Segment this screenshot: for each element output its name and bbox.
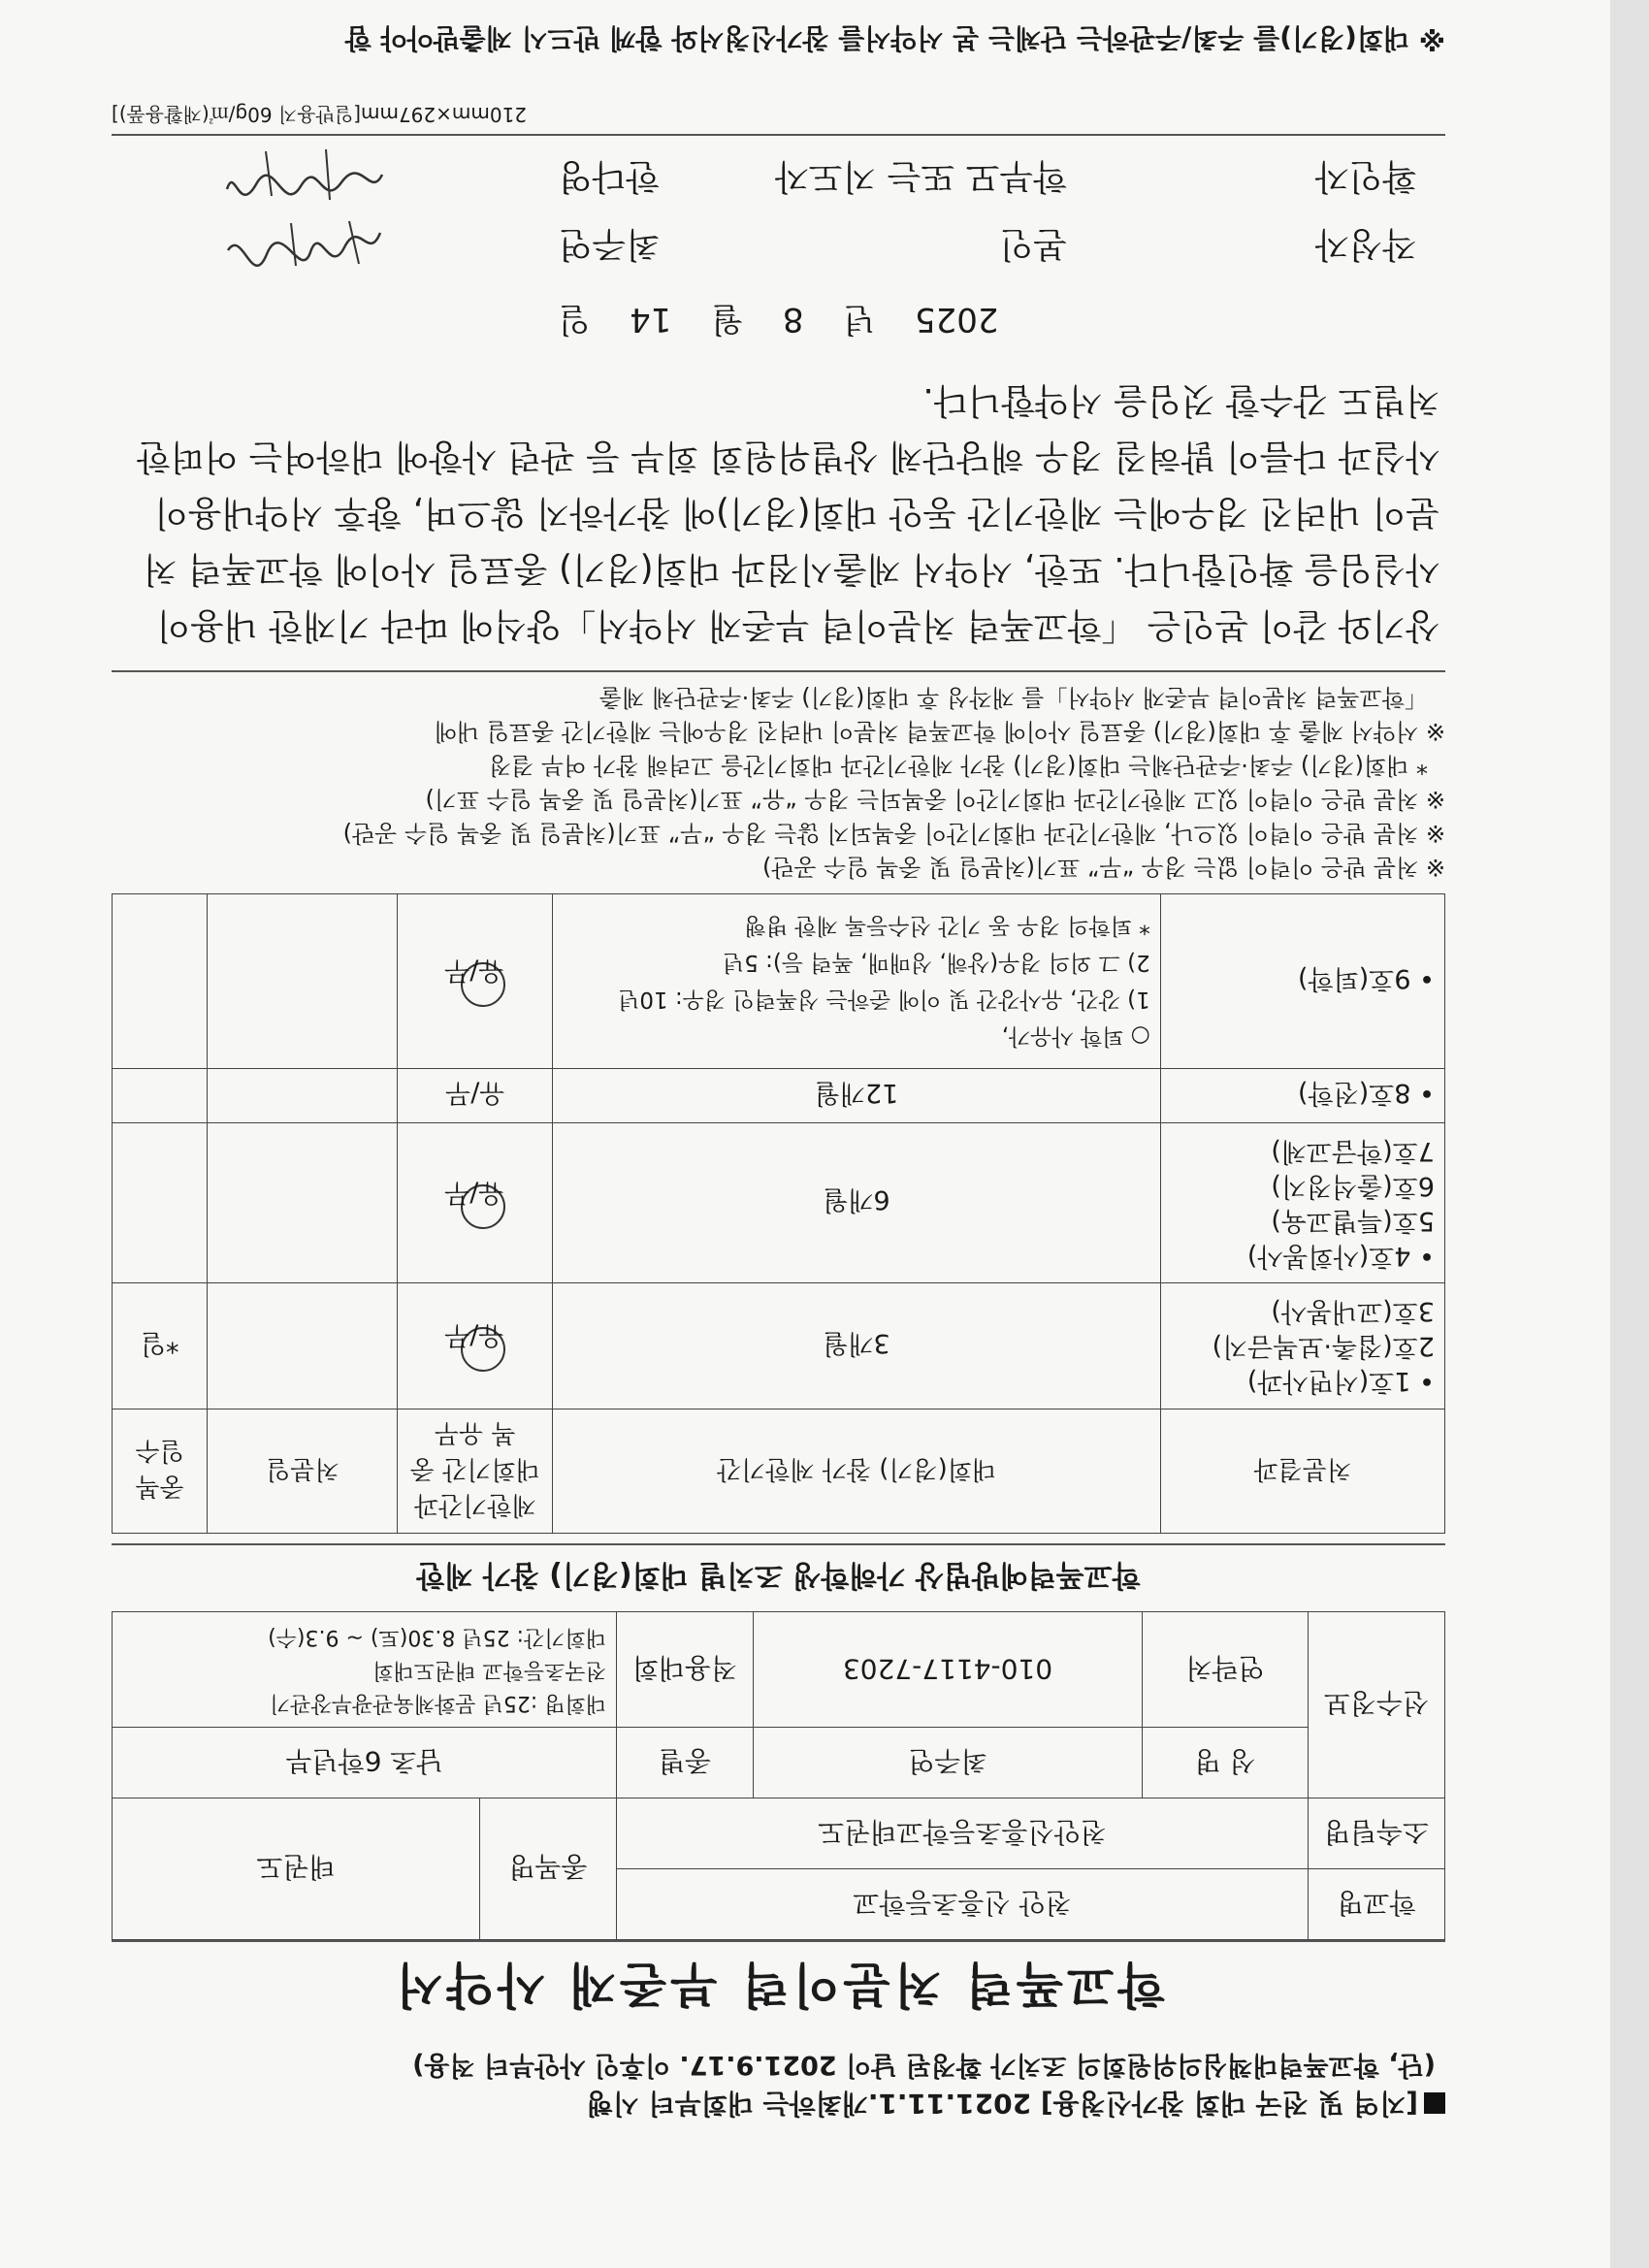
athlete-info-label: 선수정보 — [1309, 1612, 1445, 1798]
school-label: 학교명 — [1309, 1869, 1445, 1940]
pledge-text: 상기와 같이 본인은 「학교폭력 처분이력 부존재 서약서」양식에 따라 기재한 내용이 사실임을 확인합니다. 또한, 서약서 제출시점과 대회(경기) 종료일 사이에 학교폭력 처분이 내려진 경우에는 제한기간 동안 대회(경기)에 참가하지 않으며, 향후 서약내용이 사실과 다름이 밝혀질 경우 해당단체 상벌위원회 회부 등 관련 사항에 대하여는 어떠한 처벌도 감수할 것임을 서약합니다. — [136, 380, 1439, 645]
header-days: 중복 일수 — [113, 1409, 208, 1534]
handwritten-signature-icon — [223, 213, 388, 272]
square-bullet-icon — [1424, 2092, 1445, 2114]
team-value: 천안신흥초등학교태권도 — [617, 1798, 1309, 1869]
competition-name-2: 전국초등학교 태권도대회 — [372, 1658, 606, 1682]
notice-line-1 — [112, 2084, 1445, 2122]
period-1-3: 3개월 — [553, 1283, 1161, 1409]
note-1: ※ 처분 받은 이력이 없는 경우 “무” 표기(처분일 및 중복 일수 공란) — [761, 854, 1445, 881]
overlap-4-7-text: 유/무 — [444, 1178, 504, 1208]
competition-period: 대회기간: 25년 8.30(토) ~ 9.3(수) — [268, 1625, 606, 1649]
date-1-3 — [208, 1283, 398, 1409]
class-value: 남초 6학년부 — [113, 1728, 617, 1798]
signer-relation: 학부모 또는 지도자 — [774, 156, 1067, 196]
document-content — [112, 20, 1445, 2122]
signer-row-confirmer — [112, 142, 1445, 210]
name-value: 최주연 — [754, 1728, 1143, 1798]
note-4: * 대회(경기) 주최·주관단체는 대회(경기) 참가 제한기간과 대회기간을 고려해 참가 여부 결정 — [489, 752, 1428, 779]
overlap-8: 유/무 — [398, 1069, 553, 1123]
competition-name: 대회명 :25년 문화체육관광부장관기 — [270, 1691, 606, 1715]
event-label: 종목명 — [480, 1798, 617, 1940]
note-3: ※ 처분 받은 이력이 있고 제한기간과 대회기간이 중복되는 경우 “유” 표기(처분일 및 중복 일수 표기) — [425, 786, 1445, 813]
team-label: 소속팀명 — [1309, 1798, 1445, 1869]
note-2: ※ 처분 받은 이력이 있으나, 제한기간과 대회기간이 중복되지 않는 경우 “무” 표기(처분일 및 중복 일수 공란) — [342, 820, 1445, 847]
overlap-4-7 — [398, 1123, 553, 1283]
paper-spec: 210mm×297mm[일반용지 60g/㎡(재활용품)] — [112, 103, 528, 126]
page-title: 학교폭력 처분이력 부존재 사약서 — [392, 1957, 1165, 2013]
measure-9: • 9호(퇴학) — [1160, 894, 1444, 1069]
signature-author — [223, 210, 388, 277]
header-date: 처분일 — [208, 1409, 398, 1534]
competition-label: 적용대회 — [617, 1612, 754, 1728]
header-overlap: 제한기간과 대회기간 중복 유무 — [398, 1409, 553, 1534]
limits-table — [112, 893, 1445, 1534]
note-5: ※ 서약서 제출 후 대회(경기) 종료일 사이에 학교폭력 처분이 내려진 경우에는 제한기간 종료일 내에 — [434, 718, 1445, 745]
notice-line-2: (단, 학교폭력대책심의위원회의 조치가 확정된 날이 2021.9.17. 이후인 사안부터 적용) — [412, 2050, 1436, 2080]
date-9 — [208, 894, 398, 1069]
notes-divider — [112, 670, 1445, 672]
contact-label: 연락처 — [1143, 1612, 1309, 1728]
footer-note: ※ 대회(경기)를 주최/주관하는 단체는 본 서약서를 참가신청서와 함께 반드시 제출받아야 함 — [344, 22, 1445, 54]
date-year-unit: 년 — [843, 300, 876, 339]
days-4-7 — [113, 1123, 208, 1283]
date-4-7 — [208, 1123, 398, 1283]
date-month-unit: 월 — [711, 300, 744, 339]
event-value: 태권도 — [113, 1798, 480, 1940]
period-4-7: 6개월 — [553, 1123, 1161, 1283]
measure-8: • 8호(전학) — [1160, 1069, 1444, 1123]
overlap-9-text: 유/무 — [444, 956, 504, 987]
date-year: 2025 — [915, 300, 999, 339]
sign-divider — [112, 134, 1445, 136]
days-1-3: *일 — [113, 1283, 208, 1409]
handwritten-signature-icon — [223, 146, 388, 204]
signer-name: 한다영 — [558, 156, 660, 196]
period-9: ○ 퇴학 사유가, 1) 강간, 유사강간 및 이에 준하는 성폭력인 경우: 10년 2) 그 외의 경우(상해, 성매매, 폭력 등): 5년 * 퇴학의 경우 동 기간 선수등록 제한 병행 — [553, 894, 1161, 1069]
signer-name: 최주연 — [558, 224, 660, 264]
sign-date — [112, 299, 1445, 346]
signature-confirmer — [223, 142, 388, 210]
section-title: 학교폭력예방법상 가해학생 조치별 대회(경기) 참가 제한 — [112, 1543, 1445, 1600]
notice-line-1-text: [지역 및 전국 대회 참가신청용] 2021.11.1.개최하는 대회부터 시행 — [586, 2088, 1418, 2120]
contact-value: 010-4117-7203 — [754, 1612, 1143, 1728]
days-9 — [113, 894, 208, 1069]
overlap-9 — [398, 894, 553, 1069]
header-period: 대회(경기) 참가 제한기간 — [553, 1409, 1161, 1534]
signer-row-author — [112, 210, 1445, 277]
class-label: 종별 — [617, 1728, 754, 1798]
date-day-unit: 일 — [558, 300, 591, 339]
days-8 — [113, 1069, 208, 1123]
measure-4-7: • 4호(사회봉사) 5호(특별교육) 6호(출석정지) 7호(학급교체) — [1160, 1123, 1444, 1283]
title-divider — [112, 1940, 1445, 1942]
overlap-1-3-text: 유/무 — [444, 1320, 504, 1351]
signer-role: 작성자 — [1314, 224, 1416, 264]
note-6: 「학교폭력 처분이력 부존재 서약서」를 재작성 후 대회(경기) 주최·주관단체 제출 — [598, 684, 1428, 711]
school-value: 천안 신흥초등학교 — [617, 1869, 1309, 1940]
measure-1-3: • 1호(서면사과) 2호(접촉·보복금지) 3호(교내봉사) — [1160, 1283, 1444, 1409]
name-label: 성 명 — [1143, 1728, 1309, 1798]
overlap-1-3 — [398, 1283, 553, 1409]
competition-value — [113, 1612, 617, 1728]
signer-role: 확인자 — [1314, 156, 1416, 196]
info-table — [112, 1611, 1445, 1940]
date-month: 8 — [782, 300, 804, 339]
period-8: 12개월 — [553, 1069, 1161, 1123]
notes — [112, 680, 1445, 884]
date-day: 14 — [630, 300, 672, 339]
signer-relation: 본인 — [999, 224, 1067, 264]
date-8 — [208, 1069, 398, 1123]
header-measure: 처분결과 — [1160, 1409, 1444, 1534]
